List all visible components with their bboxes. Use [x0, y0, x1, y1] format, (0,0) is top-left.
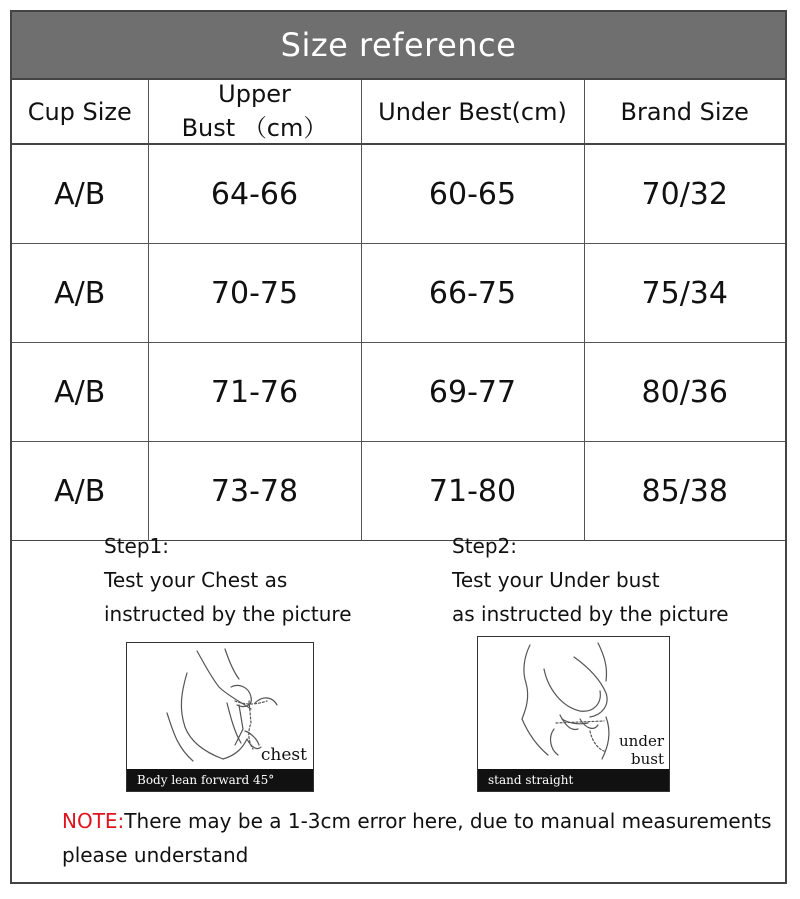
step1-line2: instructed by the picture — [104, 602, 352, 626]
cell-brand-size: 70/32 — [584, 144, 785, 244]
cell-upper-bust: 73-78 — [148, 442, 361, 541]
cell-cup-size: A/B — [12, 343, 148, 442]
header-upper-bust: Upper Bust （cm） — [148, 80, 361, 144]
step1-instructions — [104, 529, 352, 631]
cell-upper-bust: 70-75 — [148, 244, 361, 343]
header-under-bust: Under Best(cm) — [361, 80, 584, 144]
cell-brand-size: 80/36 — [584, 343, 785, 442]
chest-label: chest — [260, 745, 307, 765]
cell-under-bust: 69-77 — [361, 343, 584, 442]
cell-cup-size: A/B — [12, 144, 148, 244]
note-line2: please understand — [62, 843, 249, 867]
size-table — [12, 80, 785, 541]
under-label-line2: bust — [631, 750, 664, 768]
note-line1 — [62, 804, 772, 838]
step2-heading: Step2: — [452, 534, 517, 558]
table-row — [12, 442, 785, 541]
note-text: There may be a 1-3cm error here, due to manual measurements — [124, 809, 772, 833]
header-cup-size: Cup Size — [12, 80, 148, 144]
cell-under-bust: 66-75 — [361, 244, 584, 343]
cell-brand-size: 85/38 — [584, 442, 785, 541]
step2-line1: Test your Under bust — [452, 568, 660, 592]
under-bust-label — [619, 732, 664, 768]
page-title: Size reference — [12, 12, 785, 80]
step2-instructions — [452, 529, 729, 631]
cell-upper-bust: 71-76 — [148, 343, 361, 442]
table-row — [12, 244, 785, 343]
under-label-line1: under — [619, 732, 664, 750]
chest-measurement-illustration — [126, 642, 314, 792]
header-brand-size: Brand Size — [584, 80, 785, 144]
step1-heading: Step1: — [104, 534, 169, 558]
note-section — [62, 804, 772, 872]
cell-under-bust: 71-80 — [361, 442, 584, 541]
table-row — [12, 144, 785, 244]
size-chart-frame — [10, 10, 787, 884]
cell-under-bust: 60-65 — [361, 144, 584, 244]
step1-line1: Test your Chest as — [104, 568, 288, 592]
table-row — [12, 343, 785, 442]
cell-upper-bust: 64-66 — [148, 144, 361, 244]
step2-line2: as instructed by the picture — [452, 602, 729, 626]
table-header-row — [12, 80, 785, 144]
cell-brand-size: 75/34 — [584, 244, 785, 343]
cell-cup-size: A/B — [12, 442, 148, 541]
note-label: NOTE: — [62, 809, 125, 833]
chest-caption: Body lean forward 45° — [127, 769, 313, 791]
under-bust-caption: stand straight — [478, 769, 669, 791]
under-bust-measurement-illustration — [477, 636, 670, 792]
cell-cup-size: A/B — [12, 244, 148, 343]
